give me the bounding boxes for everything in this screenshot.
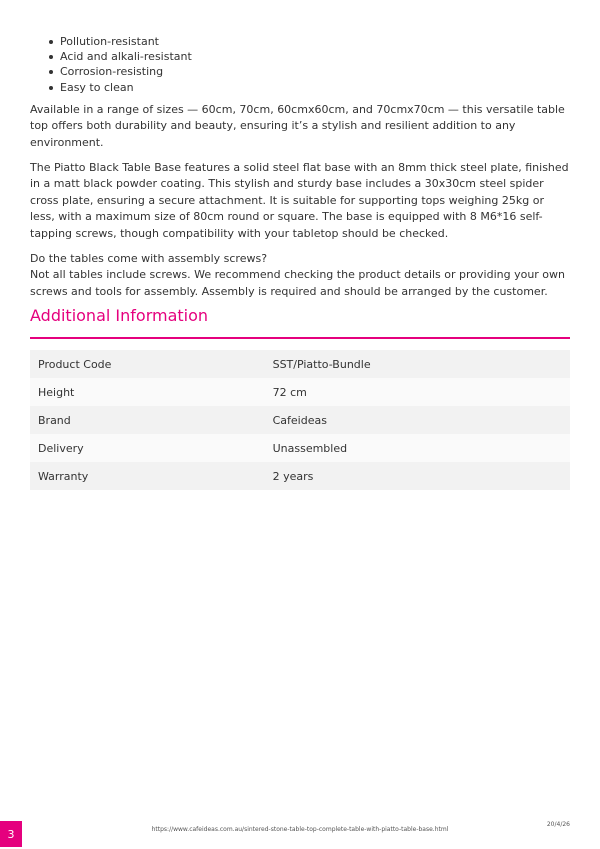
faq-paragraph bbox=[30, 251, 570, 301]
feature-item: Easy to clean bbox=[60, 80, 570, 95]
row-label: Warranty bbox=[30, 462, 265, 490]
table-row bbox=[30, 350, 570, 378]
base-paragraph: The Piatto Black Table Base features a solid steel flat base with an 8mm thick steel plate, finished in a matt black powder coating. This stylish and sturdy base includes a 30x30cm steel spider cross plate, ensuring a secure attachment. It is suitable for supporting tops weighing 25kg or less, with a maximum size of 80cm round or square. The base is equipped with 8 M6*16 self-tapping screws, though compatibility with your tabletop should be checked. bbox=[30, 160, 569, 240]
table-row bbox=[30, 378, 570, 406]
row-label: Delivery bbox=[30, 434, 265, 462]
row-label: Product Code bbox=[30, 350, 265, 378]
title-divider bbox=[30, 337, 570, 339]
feature-list bbox=[30, 34, 570, 95]
row-value: Unassembled bbox=[265, 434, 570, 462]
row-value: SST/Piatto-Bundle bbox=[265, 350, 570, 378]
faq-answer: Not all tables include screws. We recommend checking the product details or providing your own screws and tools for assembly. Assembly is required and should be arranged by the customer. bbox=[30, 268, 566, 298]
feature-item: Corrosion-resisting bbox=[60, 64, 570, 79]
row-label: Height bbox=[30, 378, 265, 406]
table-row bbox=[30, 406, 570, 434]
page-number-badge: 3 bbox=[0, 821, 22, 847]
main-content bbox=[30, 34, 570, 300]
feature-item: Pollution-resistant bbox=[60, 34, 570, 49]
row-value: Cafeideas bbox=[265, 406, 570, 434]
sizes-paragraph: Available in a range of sizes — 60cm, 70cm, 60cmx60cm, and 70cmx70cm — this versatile table top offers both durability and beauty, ensuring it’s a stylish and resilient addition to any environment. bbox=[30, 102, 565, 149]
footer-date: 20/4/26 bbox=[546, 821, 570, 828]
additional-info-title: Additional Information bbox=[30, 306, 209, 325]
feature-item: Acid and alkali-resistant bbox=[60, 49, 570, 64]
row-value: 72 cm bbox=[265, 378, 570, 406]
faq-question: Do the tables come with assembly screws? bbox=[30, 251, 268, 265]
row-value: 2 years bbox=[265, 462, 570, 490]
additional-info-table bbox=[30, 350, 570, 490]
table-row bbox=[30, 434, 570, 462]
footer-url-link[interactable]: https://www.cafeideas.com.au/sintered-stone-table-top-complete-table-with-piatto-table-base.html bbox=[151, 826, 449, 833]
table-row bbox=[30, 462, 570, 490]
row-label: Brand bbox=[30, 406, 265, 434]
